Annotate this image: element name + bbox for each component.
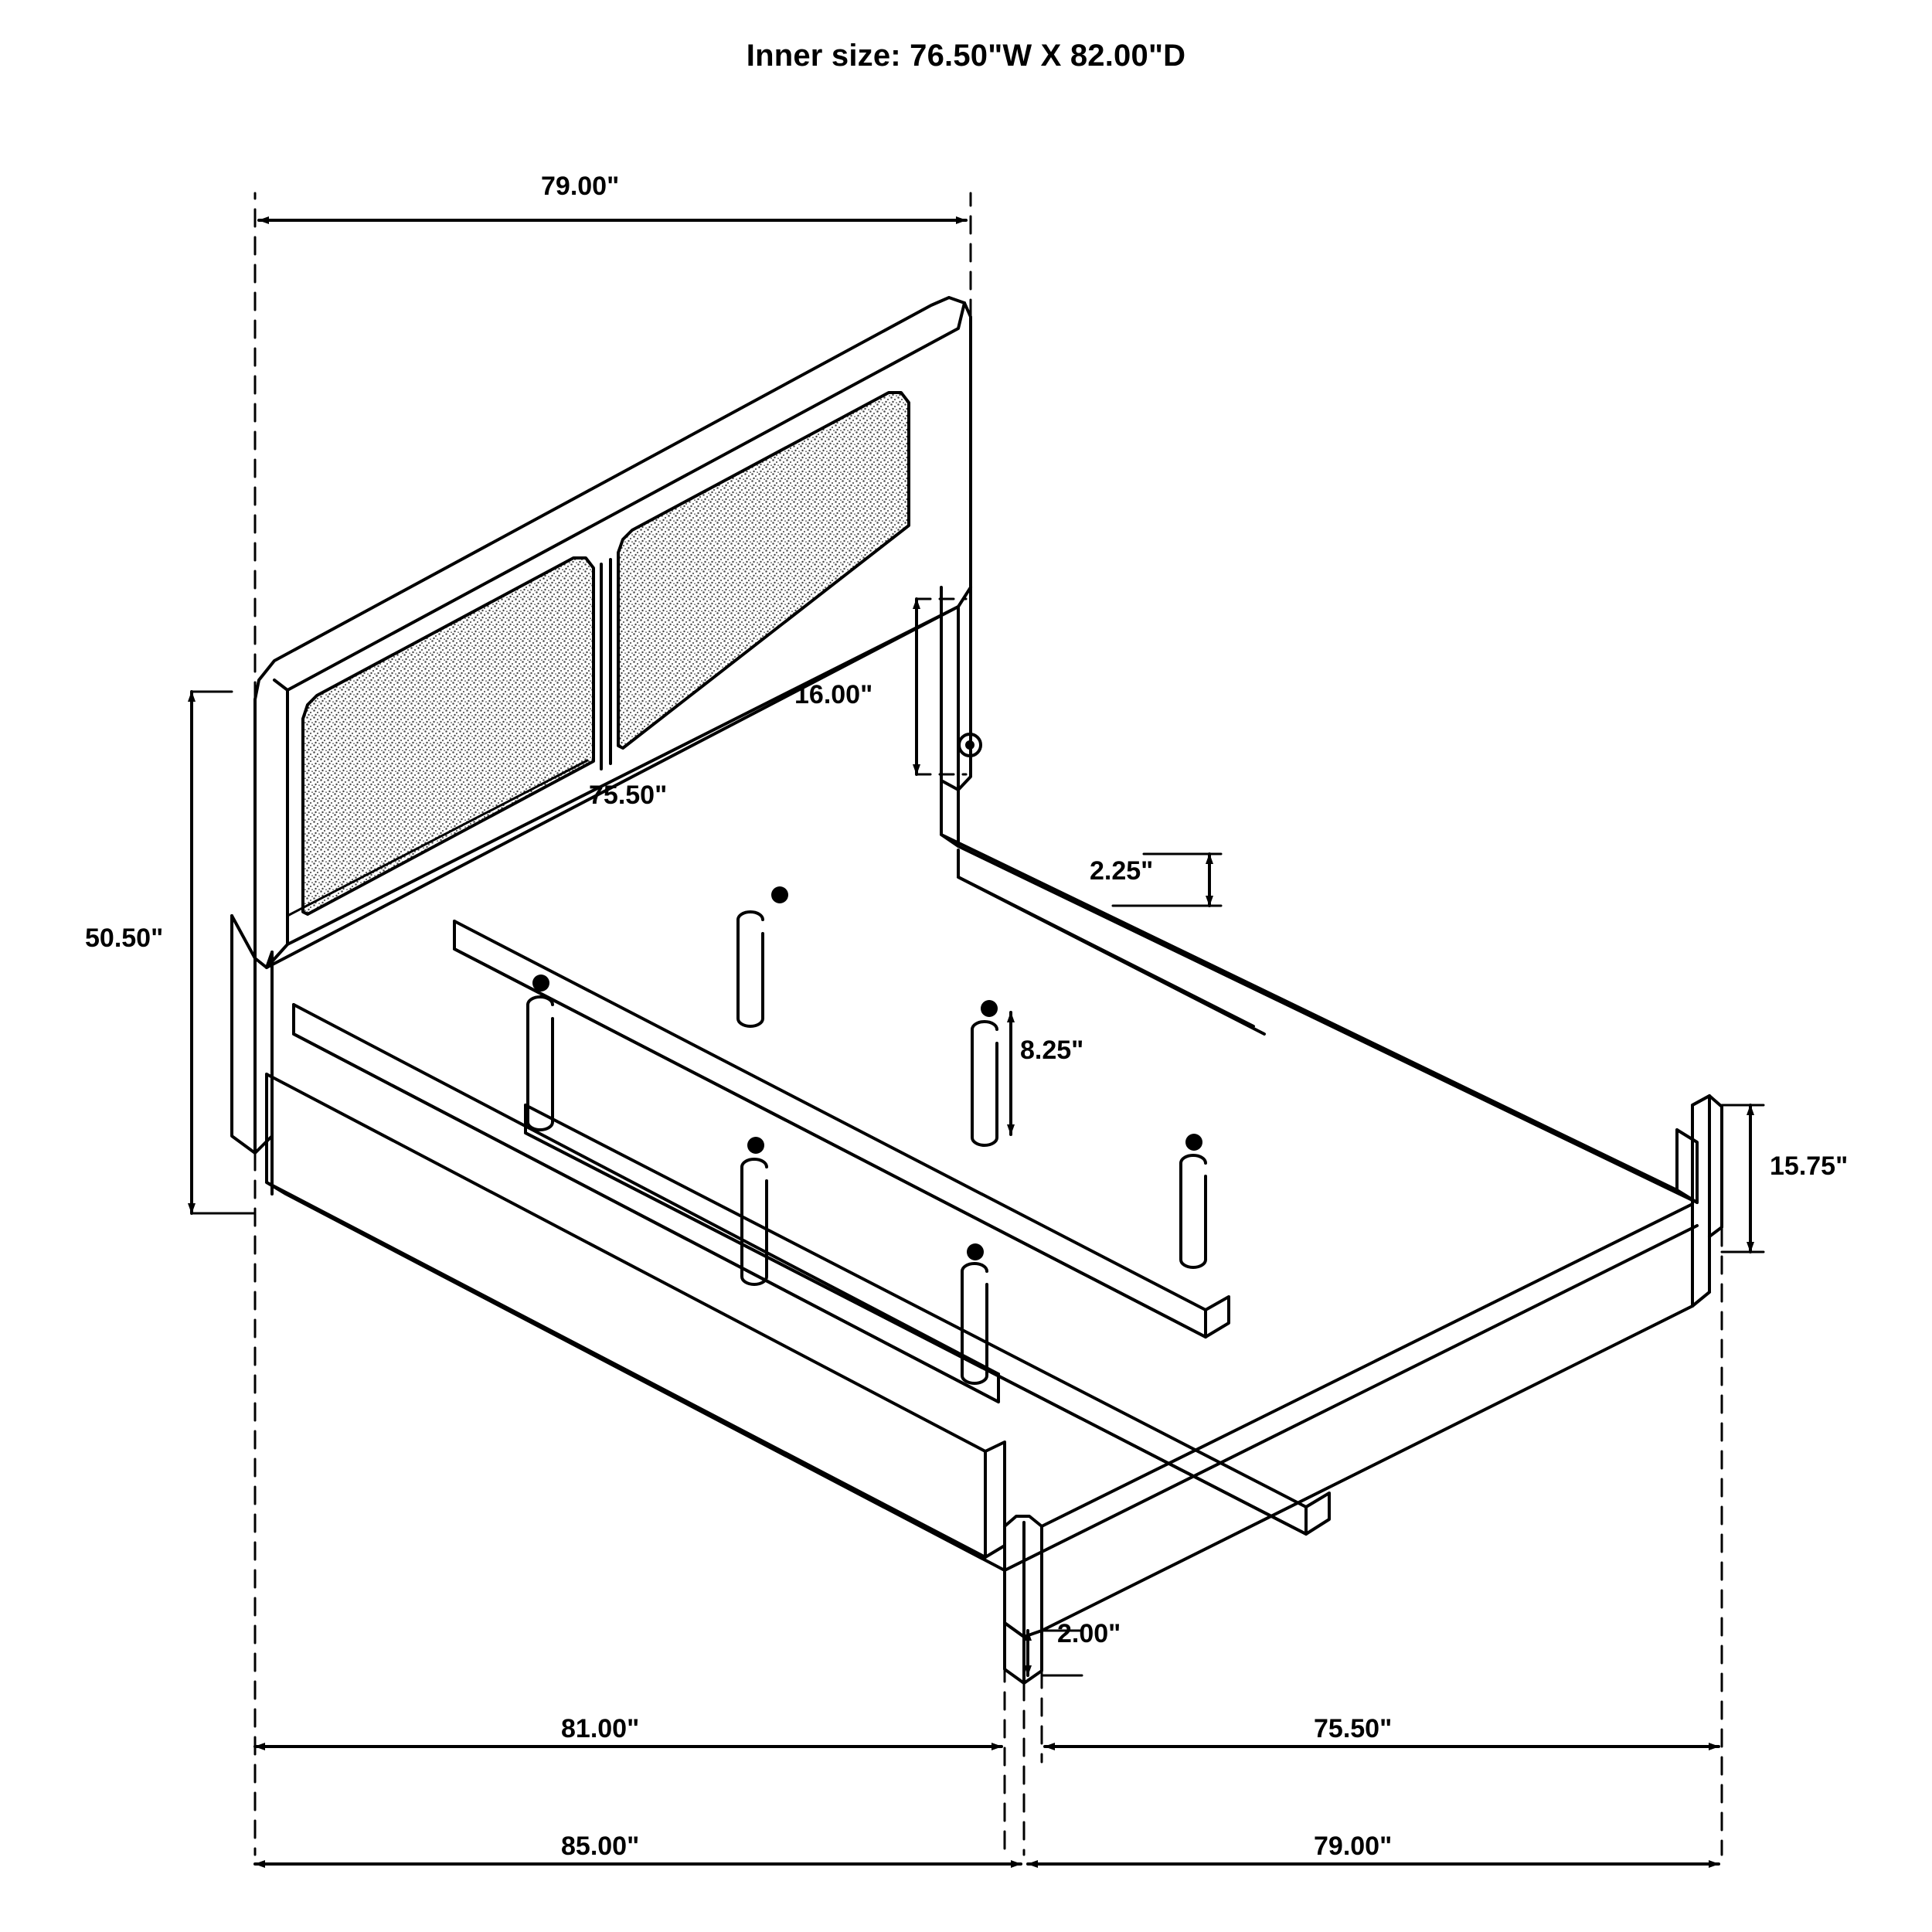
right-side-rail	[941, 777, 1697, 1202]
dim-label-8100: 81.00"	[561, 1714, 640, 1743]
dim-label-1575: 15.75"	[1770, 1151, 1849, 1181]
dim-label-7550-foot: 75.50"	[1314, 1714, 1393, 1743]
support-leg	[738, 912, 763, 1026]
dim-label-8500: 85.00"	[561, 1832, 640, 1861]
headboard-upholstery-panels	[303, 393, 909, 914]
dim-label-7550-headboard: 75.50"	[589, 781, 668, 810]
dim-label-16: 16.00"	[794, 680, 873, 709]
dim-label-7900-bottom: 79.00"	[1314, 1832, 1393, 1861]
dim-label-200: 2.00"	[1057, 1619, 1121, 1648]
support-leg	[972, 1022, 997, 1145]
page-title: Inner size: 76.50"W X 82.00"D	[746, 39, 1186, 73]
dim-label-825: 8.25"	[1020, 1036, 1084, 1065]
support-leg	[1181, 1155, 1206, 1267]
dimension-lines	[192, 220, 1764, 1864]
panel-divider	[601, 560, 611, 769]
dim-label-225: 2.25"	[1090, 856, 1154, 886]
dim-label-79-top: 79.00"	[541, 172, 620, 201]
dim-label-5050: 50.50"	[85, 923, 164, 953]
extension-lines	[255, 193, 1722, 1855]
footboard	[1005, 1096, 1722, 1683]
